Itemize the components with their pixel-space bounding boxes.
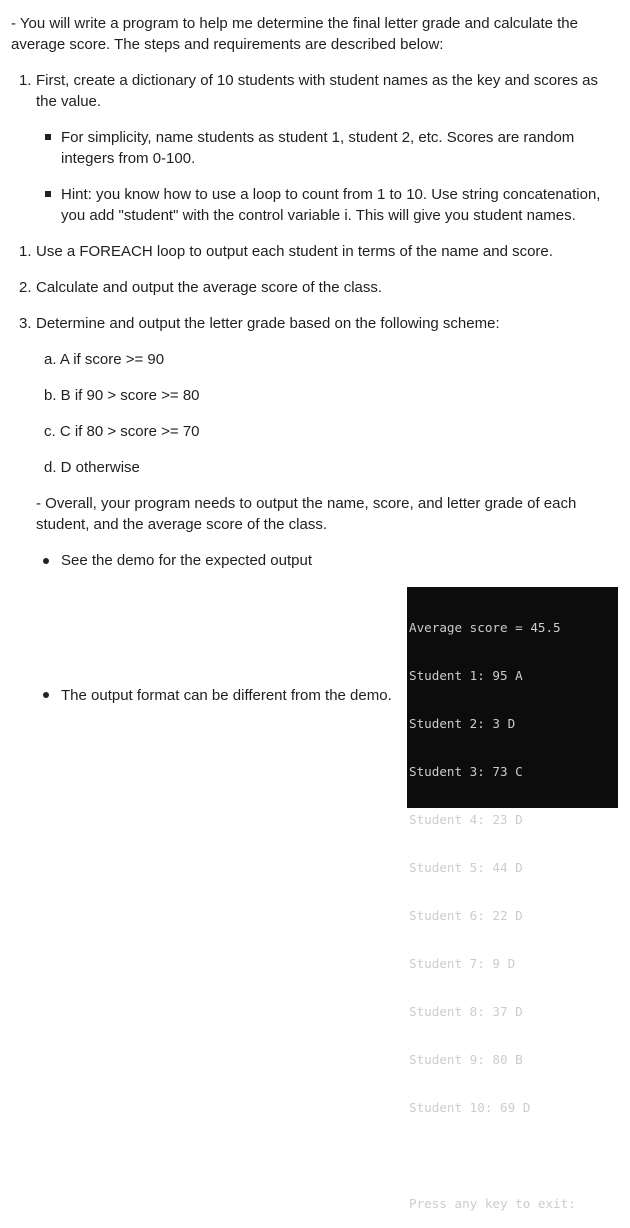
console-line: Student 2: 3 D <box>409 716 516 731</box>
grade-a-text: a. A if score >= 90 <box>44 351 165 368</box>
console-footer: Press any key to exit: <box>409 1196 576 1211</box>
console-line: Student 6: 22 D <box>409 908 523 923</box>
dot-bullet-icon <box>43 558 49 564</box>
square-bullet-icon <box>45 191 51 197</box>
step1-bullet-1: For simplicity, name students as student 1, student 2, etc. Scores are random integers from 0-100. <box>61 129 575 167</box>
console-line: Student 5: 44 D <box>409 860 523 875</box>
grade-d-text: d. D otherwise <box>44 459 140 476</box>
step1-bullet-2: Hint: you know how to use a loop to count from 1 to 10. Use string concatenation, you add "student" with the control variable i. This will give you student names. <box>61 186 601 224</box>
console-line: Student 10: 69 D <box>409 1100 531 1115</box>
console-line: Student 8: 37 D <box>409 1004 523 1019</box>
grade-c-text: c. C if 80 > score >= 70 <box>44 423 200 440</box>
console-output-image <box>407 587 618 1211</box>
step-number: 1. <box>19 243 32 260</box>
intro-text: - You will write a program to help me determine the final letter grade and calculate the average score. The steps and requirements are described below: <box>11 15 578 53</box>
step-number: 3. <box>19 315 32 332</box>
step-letter-grade-text: Determine and output the letter grade based on the following scheme: <box>36 315 500 332</box>
console-line: Student 1: 95 A <box>409 668 523 683</box>
step1-text: First, create a dictionary of 10 students with student names as the key and scores as the value. <box>36 72 598 110</box>
step-foreach-text: Use a FOREACH loop to output each student in terms of the name and score. <box>36 243 553 260</box>
overall-text: - Overall, your program needs to output the name, score, and letter grade of each student, and the average score of the class. <box>36 495 577 533</box>
format-bullet-text: The output format can be different from the demo. <box>61 687 392 704</box>
console-line: Student 7: 9 D <box>409 956 516 971</box>
grade-b-text: b. B if 90 > score >= 80 <box>44 387 200 404</box>
console-blank-line <box>409 1148 618 1164</box>
square-bullet-icon <box>45 134 51 140</box>
console-line: Student 4: 23 D <box>409 812 523 827</box>
console-line: Student 3: 73 C <box>409 764 523 779</box>
step-number: 2. <box>19 279 32 296</box>
dot-bullet-icon <box>43 692 49 698</box>
demo-bullet-text: See the demo for the expected output <box>61 552 313 569</box>
console-line: Student 9: 80 B <box>409 1052 523 1067</box>
step1-number: 1. <box>19 72 32 89</box>
console-line: Average score = 45.5 <box>409 620 561 635</box>
step-average-text: Calculate and output the average score of the class. <box>36 279 383 296</box>
